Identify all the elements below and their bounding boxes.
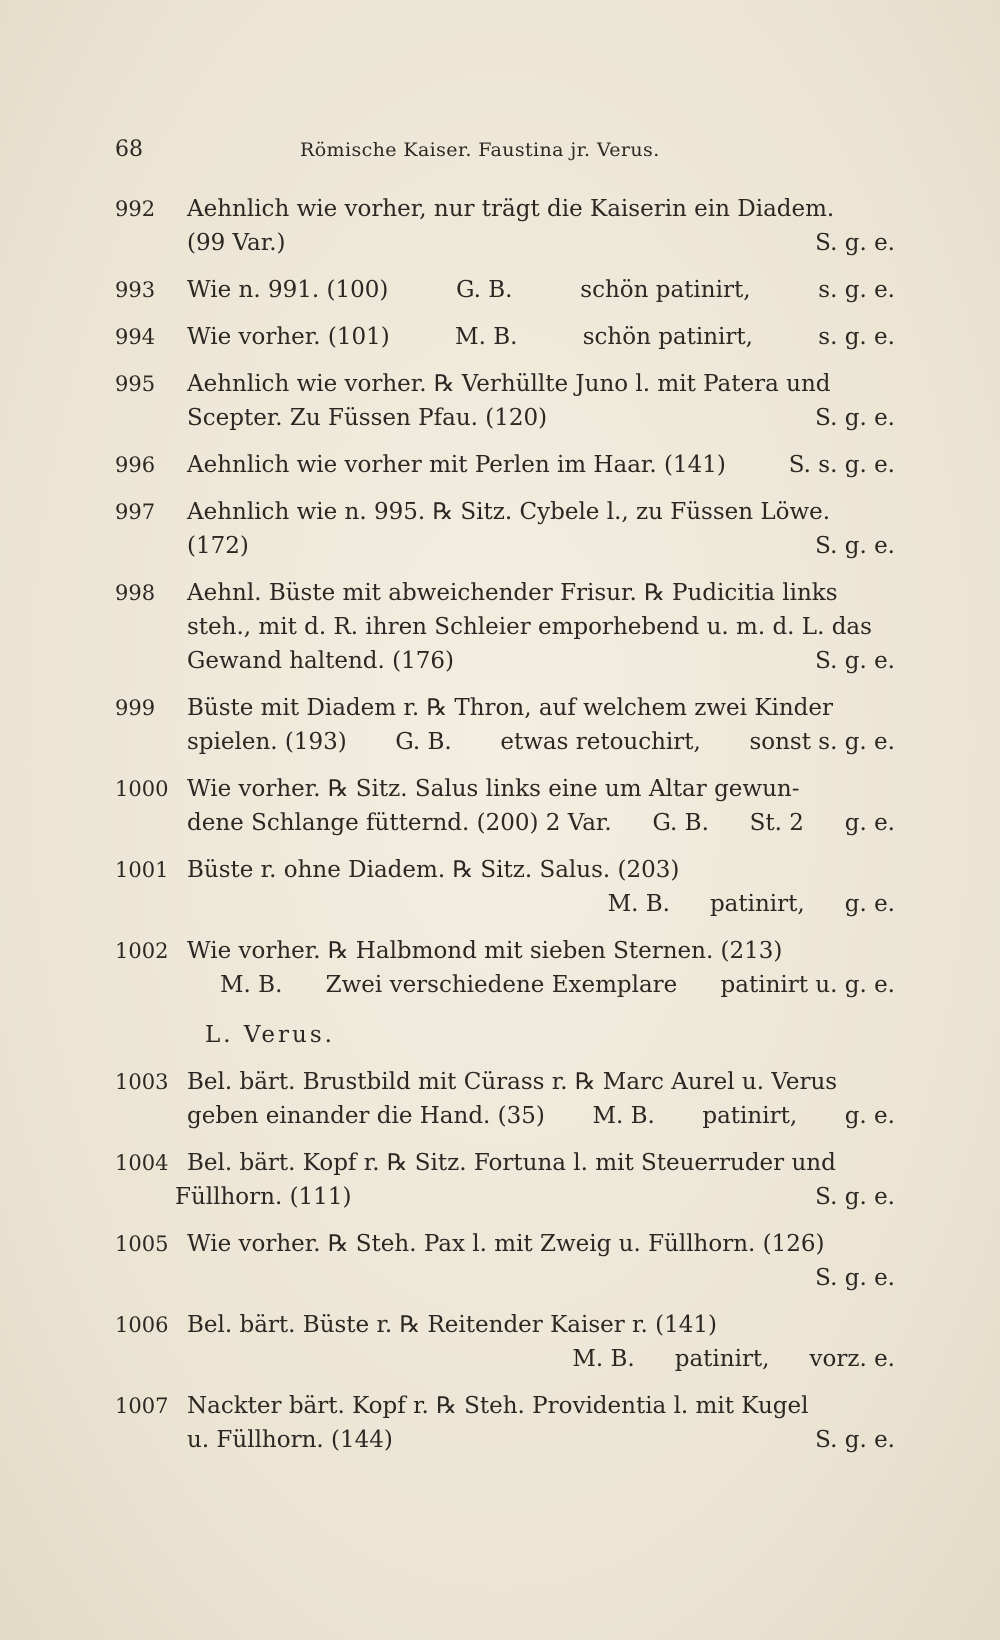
- entry-number: 995: [115, 372, 156, 396]
- entry-text: Nackter bärt. Kopf r. ℞ Steh. Providentia l. mit Kugel: [187, 1393, 809, 1419]
- section-heading: L. Verus.: [205, 1022, 335, 1048]
- entry-size: M. B.: [572, 1346, 635, 1372]
- entry-text: (172): [187, 533, 249, 559]
- entry-note: St. 2: [749, 810, 804, 836]
- entry-size: M. B.: [455, 324, 518, 350]
- entry-grade: s. g. e.: [818, 277, 895, 303]
- entry-number: 1002: [115, 939, 169, 963]
- entry-text: Aehnlich wie vorher mit Perlen im Haar. (141): [187, 452, 726, 478]
- entry-grade: S. g. e.: [815, 1427, 895, 1453]
- entry-size: M. B.: [607, 891, 670, 917]
- entry-note: Zwei verschiedene Exemplare: [325, 972, 678, 998]
- entry-note: etwas retouchirt,: [500, 729, 701, 755]
- entry-number: 997: [115, 500, 156, 524]
- entry-grade: patinirt u. g. e.: [720, 972, 895, 998]
- entry-text: Bel. bärt. Brustbild mit Cürass r. ℞ Marc Aurel u. Verus: [187, 1069, 838, 1095]
- entry-text: spielen. (193): [187, 729, 347, 755]
- catalog-entry-1002: [115, 934, 895, 1002]
- entry-note: patinirt,: [709, 891, 805, 917]
- entry-grade: S. g. e.: [815, 533, 895, 559]
- entry-text: Büste r. ohne Diadem. ℞ Sitz. Salus. (203): [187, 857, 680, 883]
- entry-number: 1004: [115, 1151, 169, 1175]
- catalog-entry-995: [115, 367, 895, 435]
- entry-text: u. Füllhorn. (144): [187, 1427, 393, 1453]
- entry-number: 996: [115, 453, 156, 477]
- entry-grade: S. g. e.: [815, 1265, 895, 1291]
- entry-number: 1003: [115, 1070, 169, 1094]
- entry-text: Wie vorher. ℞ Sitz. Salus links eine um Altar gewun-: [187, 776, 800, 802]
- entry-text: Aehnl. Büste mit abweichender Frisur. ℞ Pudicitia links: [187, 580, 838, 606]
- entry-text: Bel. bärt. Büste r. ℞ Reitender Kaiser r. (141): [187, 1312, 717, 1338]
- entry-grade: S. g. e.: [815, 648, 895, 674]
- entry-number: 1006: [115, 1313, 169, 1337]
- entry-grade: g. e.: [844, 810, 895, 836]
- entry-grade: S. g. e.: [815, 405, 895, 431]
- catalog-entry-1007: [115, 1389, 895, 1457]
- entry-text: steh., mit d. R. ihren Schleier emporhebend u. m. d. L. das: [187, 614, 872, 640]
- catalog-entry-999: [115, 691, 895, 759]
- entry-grade: sonst s. g. e.: [749, 729, 895, 755]
- entry-size: M. B.: [220, 972, 283, 998]
- page-number: 68: [115, 137, 143, 162]
- entry-grade: S. g. e.: [815, 1184, 895, 1210]
- entry-number: 994: [115, 325, 156, 349]
- catalog-entry-1005: [115, 1227, 895, 1295]
- entry-text: Bel. bärt. Kopf r. ℞ Sitz. Fortuna l. mit Steuerruder und: [187, 1150, 836, 1176]
- entry-text: Wie n. 991. (100): [187, 277, 389, 303]
- catalog-entry-994: [115, 320, 895, 354]
- entry-size: G. B.: [456, 277, 513, 303]
- entry-text: Scepter. Zu Füssen Pfau. (120): [187, 405, 548, 431]
- entry-text: Wie vorher. ℞ Halbmond mit sieben Sternen. (213): [187, 938, 783, 964]
- entry-text: Wie vorher. ℞ Steh. Pax l. mit Zweig u. Füllhorn. (126): [187, 1231, 825, 1257]
- entry-number: 1000: [115, 777, 169, 801]
- page-header: [115, 137, 895, 171]
- entry-number: 998: [115, 581, 156, 605]
- entry-size: G. B.: [395, 729, 452, 755]
- entry-note: patinirt,: [702, 1103, 798, 1129]
- entry-text: Aehnlich wie n. 995. ℞ Sitz. Cybele l., zu Füssen Löwe.: [187, 499, 831, 525]
- catalog-entry-1001: [115, 853, 895, 921]
- entry-grade: g. e.: [844, 891, 895, 917]
- entry-text: Füllhorn. (111): [175, 1184, 352, 1210]
- entry-number: 1005: [115, 1232, 169, 1256]
- catalog-entry-993: [115, 273, 895, 307]
- catalog-entry-1006: [115, 1308, 895, 1376]
- entry-text: geben einander die Hand. (35): [187, 1103, 545, 1129]
- entry-size: M. B.: [592, 1103, 655, 1129]
- entry-text: Wie vorher. (101): [187, 324, 390, 350]
- entry-grade: vorz. e.: [809, 1346, 895, 1372]
- entry-size: G. B.: [652, 810, 709, 836]
- running-title: Römische Kaiser. Faustina jr. Verus.: [300, 139, 660, 161]
- entry-grade: s. g. e.: [818, 324, 895, 350]
- entry-note: schön patinirt,: [580, 277, 751, 303]
- catalog-entry-1000: [115, 772, 895, 840]
- entry-text: Aehnlich wie vorher, nur trägt die Kaiserin ein Diadem.: [187, 196, 835, 222]
- entry-number: 1001: [115, 858, 169, 882]
- catalog-entries: [115, 192, 895, 1470]
- entry-number: 1007: [115, 1394, 169, 1418]
- entry-note: patinirt,: [674, 1346, 770, 1372]
- entry-text: (99 Var.): [187, 230, 286, 256]
- entry-grade: S. g. e.: [815, 230, 895, 256]
- entry-text: dene Schlange fütternd. (200) 2 Var.: [187, 810, 612, 836]
- entry-number: 993: [115, 278, 156, 302]
- entry-number: 999: [115, 696, 156, 720]
- entry-text: Gewand haltend. (176): [187, 648, 454, 674]
- entry-note: schön patinirt,: [582, 324, 753, 350]
- catalog-entry-998: [115, 576, 895, 678]
- entry-grade: S. s. g. e.: [788, 452, 895, 478]
- entry-number: 992: [115, 197, 156, 221]
- entry-text: Büste mit Diadem r. ℞ Thron, auf welchem zwei Kinder: [187, 695, 834, 721]
- catalog-entry-1003: [115, 1065, 895, 1133]
- catalog-entry-992: [115, 192, 895, 260]
- catalog-entry-1004: [115, 1146, 895, 1214]
- catalog-entry-997: [115, 495, 895, 563]
- catalog-entry-996: [115, 448, 895, 482]
- entry-grade: g. e.: [844, 1103, 895, 1129]
- entry-text: Aehnlich wie vorher. ℞ Verhüllte Juno l. mit Patera und: [187, 371, 831, 397]
